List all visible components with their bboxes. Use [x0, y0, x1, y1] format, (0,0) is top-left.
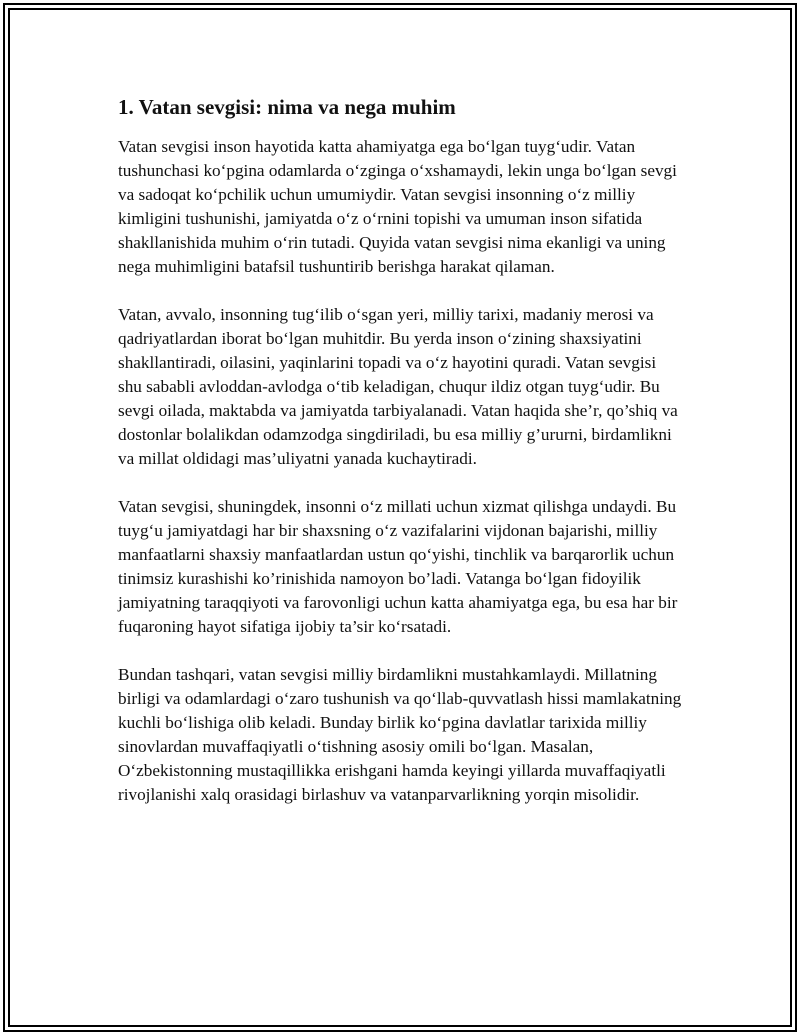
paragraph-4: Bundan tashqari, vatan sevgisi milliy birdamlikni mustahkamlaydi. Millatning birligi va odamlardagi o‘zaro tushunish va qo‘llab-quvvatlash hissi mamlakatning kuchli bo‘lishiga olib keladi. Bunday birlik ko‘pgina davlatlar tarixida milliy sinovlardan muvaffaqiyatli o‘tishning asosiy omili bo‘lgan. Masalan, O‘zbekistonning mustaqillikka erishgani hamda keyingi yillarda muvaffaqiyatli rivojlanishi xalq orasidagi birlashuv va vatanparvarlikning yorqin misolidir. [118, 665, 682, 804]
paragraph-1: Vatan sevgisi inson hayotida katta ahamiyatga ega bo‘lgan tuyg‘udir. Vatan tushunchasi ko‘pgina odamlarda o‘zginga o‘xshamaydi, lekin unga bo‘lgan sevgi va sadoqat ko‘pchilik uchun umumiydir. Vatan sevgisi insonning o‘z milliy kimligini tushunishi, jamiyatda o‘z o‘rnini topishi va umuman inson sifatida shakllanishida muhim o‘rin tutadi. Quyida vatan sevgisi nima ekanligi va uning nega muhimligini batafsil tushuntirib berishga harakat qilaman. [118, 137, 677, 276]
section-heading: 1. Vatan sevgisi: nima va nega muhim [118, 95, 456, 119]
document-body [118, 93, 684, 831]
paragraph-3: Vatan sevgisi, shuningdek, insonni o‘z millati uchun xizmat qilishga undaydi. Bu tuyg‘u jamiyatdagi har bir shaxsning o‘z vazifalarini vijdonan bajarishi, milliy manfaatlarni shaxsiy manfaatlardan ustun qo‘yishi, tinchlik va barqarorlik uchun tinimsiz kurashishi ko’rinishida namoyon bo’ladi. Vatanga bo‘lgan fidoyilik jamiyatning taraqqiyoti va farovonligi uchun katta ahamiyatga ega, bu esa har bir fuqaroning hayot sifatiga ijobiy ta’sir ko‘rsatadi. [118, 497, 678, 636]
paragraph-2: Vatan, avvalo, insonning tug‘ilib o‘sgan yeri, milliy tarixi, madaniy merosi va qadriyatlardan iborat bo‘lgan muhitdir. Bu yerda inson o‘zining shaxsiyatini shakllantiradi, oilasini, yaqinlarini topadi va o‘z hayotini quradi. Vatan sevgisi shu sababli avloddan-avlodga o‘tib keladigan, chuqur ildiz otgan tuyg‘udir. Bu sevgi oilada, maktabda va jamiyatda tarbiyalanadi. Vatan haqida she’r, qo’shiq va dostonlar bolalikdan odamzodga singdiriladi, bu esa milliy g’ururni, birdamlikni va millat oldidagi mas’uliyatni yanada kuchaytiradi. [118, 305, 678, 468]
